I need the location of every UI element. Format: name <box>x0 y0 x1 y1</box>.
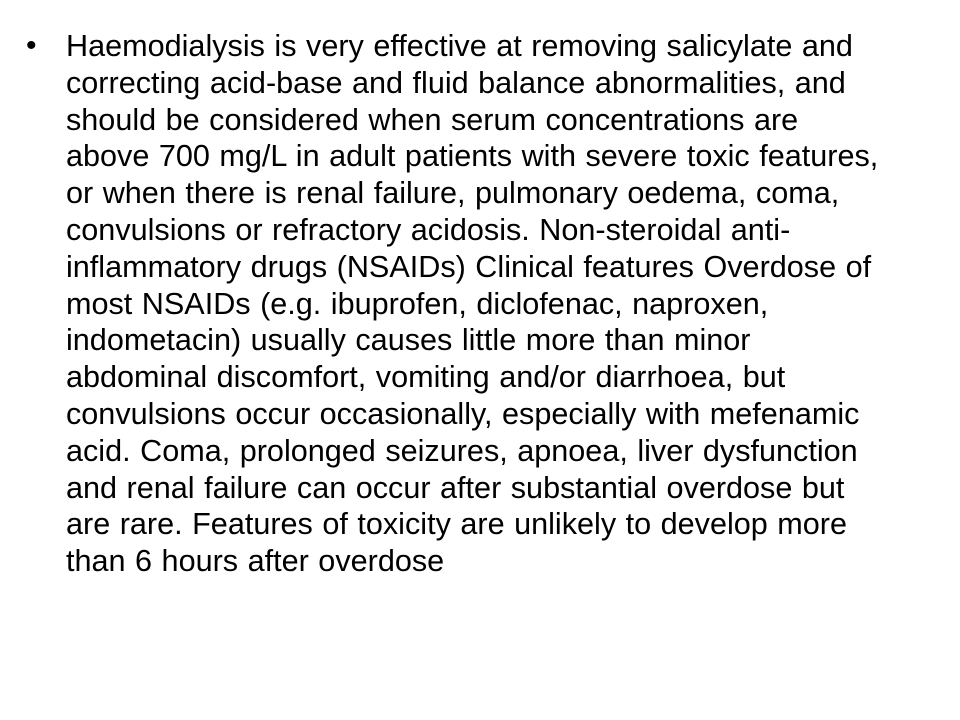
bullet-icon: • <box>26 29 37 62</box>
bullet-item <box>26 28 906 580</box>
bullet-text: Haemodialysis is very effective at removing salicylate and correcting acid-base and fluid balance abnormalities, and should be considered when serum concentrations are above 700 mg/L in adult patients with severe toxic features, or when there is renal failure, pulmonary oedema, coma, convulsions or refractory acidosis. Non-steroidal anti-inflammatory drugs (NSAIDs) Clinical features Overdose of most NSAIDs (e.g. ibuprofen, diclofenac, naproxen, indometacin) usually causes little more than minor abdominal discomfort, vomiting and/or diarrhoea, but convulsions occur occasionally, especially with mefenamic acid. Coma, prolonged seizures, apnoea, liver dysfunction and renal failure can occur after substantial overdose but are rare. Features of toxicity are unlikely to develop more than 6 hours after overdose <box>66 29 879 579</box>
